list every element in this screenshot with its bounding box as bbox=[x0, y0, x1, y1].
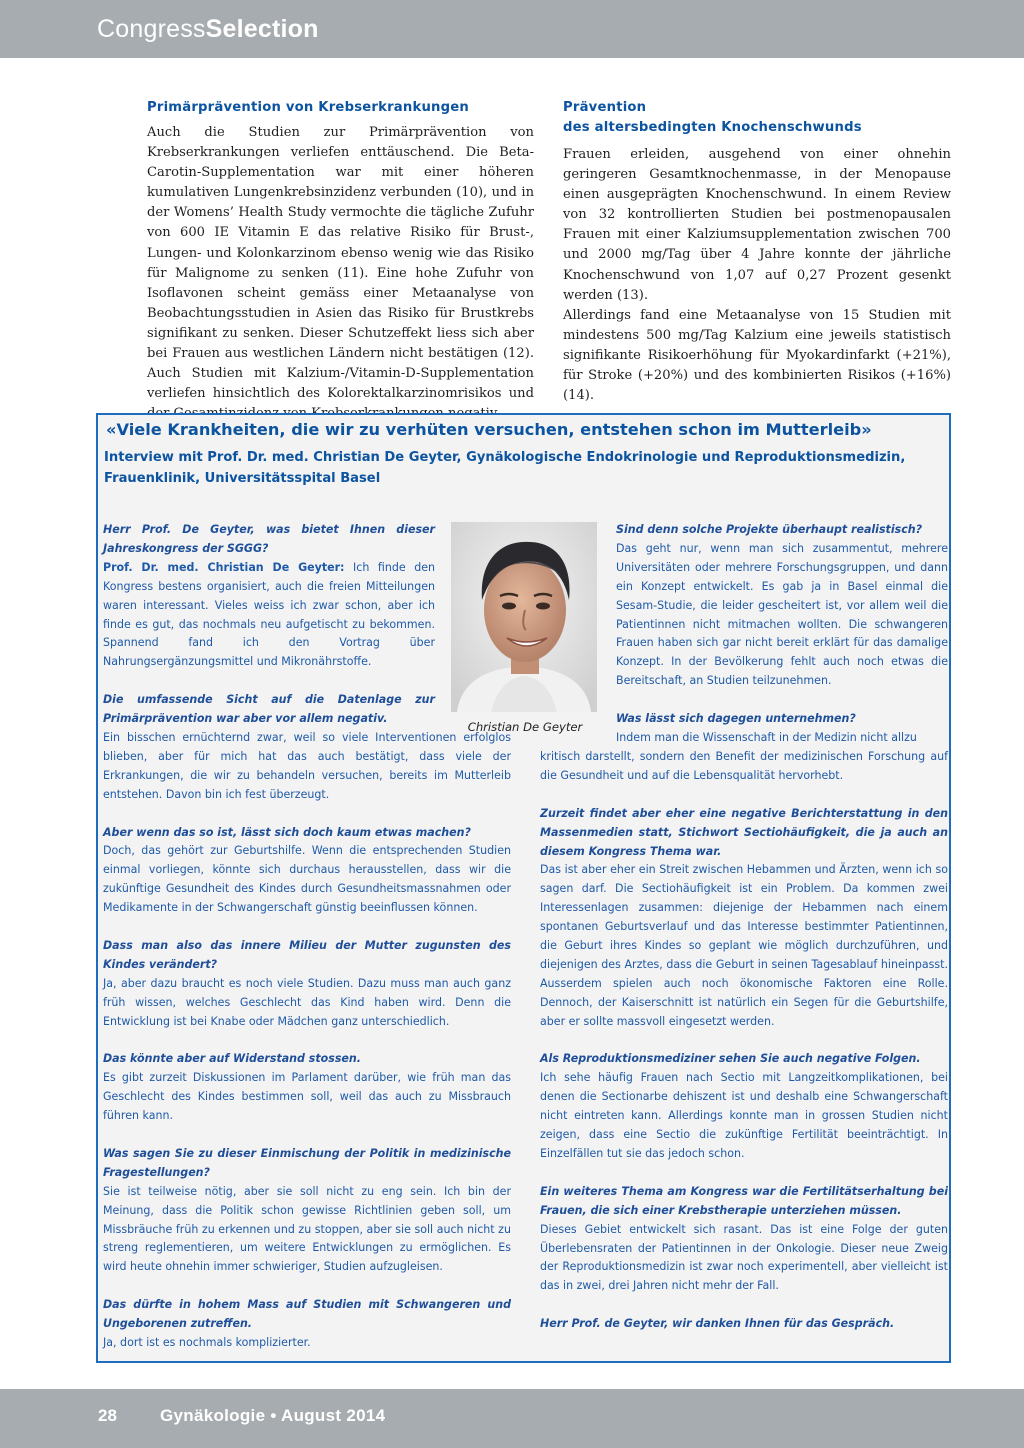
right-heading-line2: des altersbedingten Knochenschwunds bbox=[563, 120, 862, 135]
answer-2: Ein bisschen ernüchternd zwar, weil so viele Interventionen erfolglos blieben, aber für mich hat das auch bestätigt, dass viele der Erkrankungen, die wir zu behandeln versuchen, bereits im Mutterleib entstehen. Davon bin ich fest überzeugt. bbox=[103, 731, 511, 801]
right-text-2: Allerdings fand eine Metaanalyse von 15 Studien mit mindestens 500 mg/Tag Kalzium eine jeweils statistisch signifikante Risikoerhöhung für Myokardinfarkt (+21%), für Stroke (+20%) und des kombinierten Risikos (+16%) (14). bbox=[563, 307, 951, 404]
left-column bbox=[147, 98, 534, 424]
answer-5: Es gibt zurzeit Diskussionen im Parlament darüber, wie früh man das Geschlecht des Kindes bestimmen soll, weil das auch zu Missbrauch führen kann. bbox=[103, 1071, 511, 1123]
interview-title: «Viele Krankheiten, die wir zu verhüten versuchen, entstehen schon im Mutterleib» bbox=[106, 420, 872, 439]
question-9: Was lässt sich dagegen unternehmen? bbox=[616, 712, 856, 726]
left-heading: Primärprävention von Krebserkrankungen bbox=[147, 100, 469, 115]
question-1: Herr Prof. De Geyter, was bietet Ihnen dieser Jahreskongress der SGGG? bbox=[103, 523, 435, 555]
photo-caption: Christian De Geyter bbox=[467, 720, 583, 734]
brand-bold: Selection bbox=[205, 15, 319, 43]
interview-subtitle: Interview mit Prof. Dr. med. Christian De Geyter, Gynäkologische Endokrinologie und Reproduktionsmedizin, Frauenklinik, Universitätsspital Basel bbox=[104, 450, 906, 486]
question-7: Das dürfte in hohem Mass auf Studien mit Schwangeren und Ungeborenen zutreffen. bbox=[103, 1298, 511, 1331]
brand-light: Congress bbox=[97, 15, 206, 43]
left-text: Auch die Studien zur Primärprävention von Krebserkrankungen verliefen enttäuschend. Die Beta-Carotin-Supplementation war mit einer höheren kumulativen Lungenkrebsinzidenz verbunden (10), und in der Womens’ Health Study vermochte die tägliche Zufuhr von 600 IE Vitamin E das relative Risiko für Brust-, Lungen- und Kolonkarzinom ebenso wenig wie das Risiko für Malignome zu senken (11). Eine hohe Zufuhr von Isoflavonen scheint gemäss einer Metaanalyse von Beobachtungsstudien in Asien das Risiko für Brustkrebs signifikant zu senken. Dieser Schutzeffekt liess sich aber bei Frauen aus westlichen Ländern nicht bestätigen (12). Auch Studien mit Kalzium-/Vitamin-D-Supplementation verliefen hinsichtlich des Kolorektalkarzinomrisikos und bbox=[147, 125, 534, 402]
journal-name: Gynäkologie • August 2014 bbox=[160, 1406, 386, 1425]
question-3: Aber wenn das so ist, lässt sich doch kaum etwas machen? bbox=[103, 825, 471, 839]
right-heading bbox=[563, 98, 951, 138]
answer-1-text: Ich finde den Kongress bestens organisiert, auch die freien Mitteilungen waren interessant. Vieles weiss ich zwar schon, aber ich finde es gut, das nochmals neu aufgetischt zu bekommen. Spannend fand ich den Vortrag über Nahrungsergänzungsmittel und Mikronährstoffe. bbox=[103, 560, 436, 669]
answer-7: Ja, dort ist es nochmals komplizierter. bbox=[103, 1335, 311, 1349]
question-11: Als Reproduktionsmediziner sehen Sie auch negative Folgen. bbox=[540, 1052, 921, 1066]
interview-left-bottom bbox=[103, 729, 511, 1353]
portrait-image bbox=[451, 522, 597, 712]
question-10: Zurzeit findet aber eher eine negative Berichterstattung in den Massenmedien statt, Stichwort Sectiohäufigkeit, die ja auch an diesem Kongress Thema war. bbox=[540, 806, 948, 858]
answer-11: Ich sehe häufig Frauen nach Sectio mit Langzeitkomplikationen, bei denen die Sectionarbe dehiszent ist und deshalb eine Schwangerschaft nicht eintreten kann. Allerdings konnte man in grossen Studien nicht zeigen, dass eine Sectio die zukünftige Fertilität beeinträchtigt. In Einzelfällen tut sie das jedoch schon. bbox=[540, 1071, 948, 1160]
interview-left-top bbox=[103, 521, 435, 729]
answer-3: Doch, das gehört zur Geburtshilfe. Wenn die entsprechenden Studien einmal vorliegen, könnte sich durchaus herausstellen, dass wir die zukünftige Gesundheit des Kindes durch Gesundheitsmassnahmen oder Medikamente in der Schwangerschaft günstig beeinflussen können. bbox=[103, 844, 511, 915]
brand-title bbox=[97, 17, 319, 42]
footer-bar bbox=[0, 1389, 1024, 1448]
answer-6: Sie ist teilweise nötig, aber sie soll nicht zu eng sein. Ich bin der Meinung, dass die Politik schon gewisse Richtlinien geben soll, um Missbräuche früh zu erkennen und zu stoppen, aber sie soll auch nicht zu streng reglementieren, um weitere Entwicklungen zu ermöglichen. Es wird heute ohnehin immer schwieriger, Studien aufzugleisen. bbox=[103, 1184, 511, 1274]
header-bar bbox=[0, 0, 1024, 58]
right-column bbox=[563, 98, 951, 406]
answer-10: Das ist aber eher ein Streit zwischen Hebammen und Ärzten, wenn ich so sagen darf. Die Sectiohäufigkeit ist ein Problem. Da kommen zwei Interessenlagen zusammen: diejenige der Hebammen nach einem spontanen Geburtsverlauf und das Interesse bestimmter Patientinnen, die Geburt ihres Kindes so geplant wie möglich durchzuführen, und diejenigen des Arztes, dass die Geburt in seinen Tagesablauf hineinpasst. Ausserdem spielen auch noch ökonomische Faktoren eine Rolle. Dennoch, der Kaiserschnitt ist natürlich ein Segen für die Geburtshilfe, aber er sollte massvoll eingesetzt werden. bbox=[540, 863, 948, 1028]
question-8: Sind denn solche Projekte überhaupt realistisch? bbox=[616, 523, 923, 536]
portrait-photo bbox=[451, 522, 597, 712]
question-4: Dass man also das innere Milieu der Mutter zugunsten des Kindes verändert? bbox=[103, 938, 511, 971]
interview-box bbox=[96, 413, 951, 1363]
answer-1 bbox=[103, 559, 435, 672]
question-12: Ein weiteres Thema am Kongress war die Fertilitätserhaltung bei Frauen, die sich einer Krebstherapie unterziehen müssen. bbox=[540, 1184, 948, 1217]
answer-4: Ja, aber dazu braucht es noch viele Studien. Dazu muss man auch ganz früh wissen, welches Geschlecht das Kind haben wird. Denn die Entwicklung ist bei Knabe oder Mädchen ganz unterschiedlich. bbox=[103, 976, 511, 1028]
answer-8: Das geht nur, wenn man sich zusammentut, mehrere Universitäten oder mehrere Forschungsgruppen, und dann ein Konzept entwickelt. Es gab ja in Basel einmal die Sesam-Studie, die leider gescheitert ist, vor allem weil die Patientinnen nicht mitmachen wollten. Die schwangeren Frauen haben sich gar nicht bereit erklärt für das damalige Konzept. In der Bevölkerung fehlt auch noch etwas die Bereitschaft, an Studien teilzunehmen. bbox=[616, 541, 948, 688]
interview-right-top bbox=[616, 521, 948, 748]
right-text-1: Frauen erleiden, ausgehend von einer ohnehin geringeren Gesamtknochenmasse, in der Menopause einen ausgeprägten Knochenschwund. In einem Review von 32 kontrollierten Studien bei postmenopausalen Frauen mit einer Kalziumsupplementation zwischen 700 und 2000 mg/Tag über 4 Jahre konnte der jährliche Knochenschwund von 1,07 auf 0,27 Prozent gesenkt werden (13). bbox=[563, 147, 951, 303]
answer-9-start: Indem man die Wissenschaft in der Medizin nicht allzu bbox=[616, 730, 917, 744]
question-5: Das könnte aber auf Widerstand stossen. bbox=[103, 1052, 361, 1066]
closing-line: Herr Prof. de Geyter, wir danken Ihnen für das Gespräch. bbox=[540, 1317, 895, 1331]
answer-9-rest: kritisch darstellt, sondern den Benefit der medizinischen Forschung auf die Gesundheit und auf die Lebensqualität hervorhebt. bbox=[540, 750, 948, 782]
question-6: Was sagen Sie zu dieser Einmischung der Politik in medizinische Fragestellungen? bbox=[103, 1146, 511, 1179]
page-number: 28 bbox=[98, 1406, 117, 1425]
question-2: Die umfassende Sicht auf die Datenlage zur Primärprävention war aber vor allem negativ. bbox=[103, 693, 435, 726]
interview-right-bottom bbox=[540, 748, 948, 1334]
right-heading-line1: Prävention bbox=[563, 100, 647, 115]
answer-1-speaker: Prof. Dr. med. Christian De Geyter: bbox=[103, 560, 345, 574]
answer-12: Dieses Gebiet entwickelt sich rasant. Das ist eine Folge der guten Überlebensraten der Patientinnen in der Onkologie. Dieser neue Zweig der Reproduktionsmedizin ist zwar noch experimentell, aber vielleicht ist das in zwei, drei Jahren nicht mehr der Fall. bbox=[540, 1222, 948, 1293]
